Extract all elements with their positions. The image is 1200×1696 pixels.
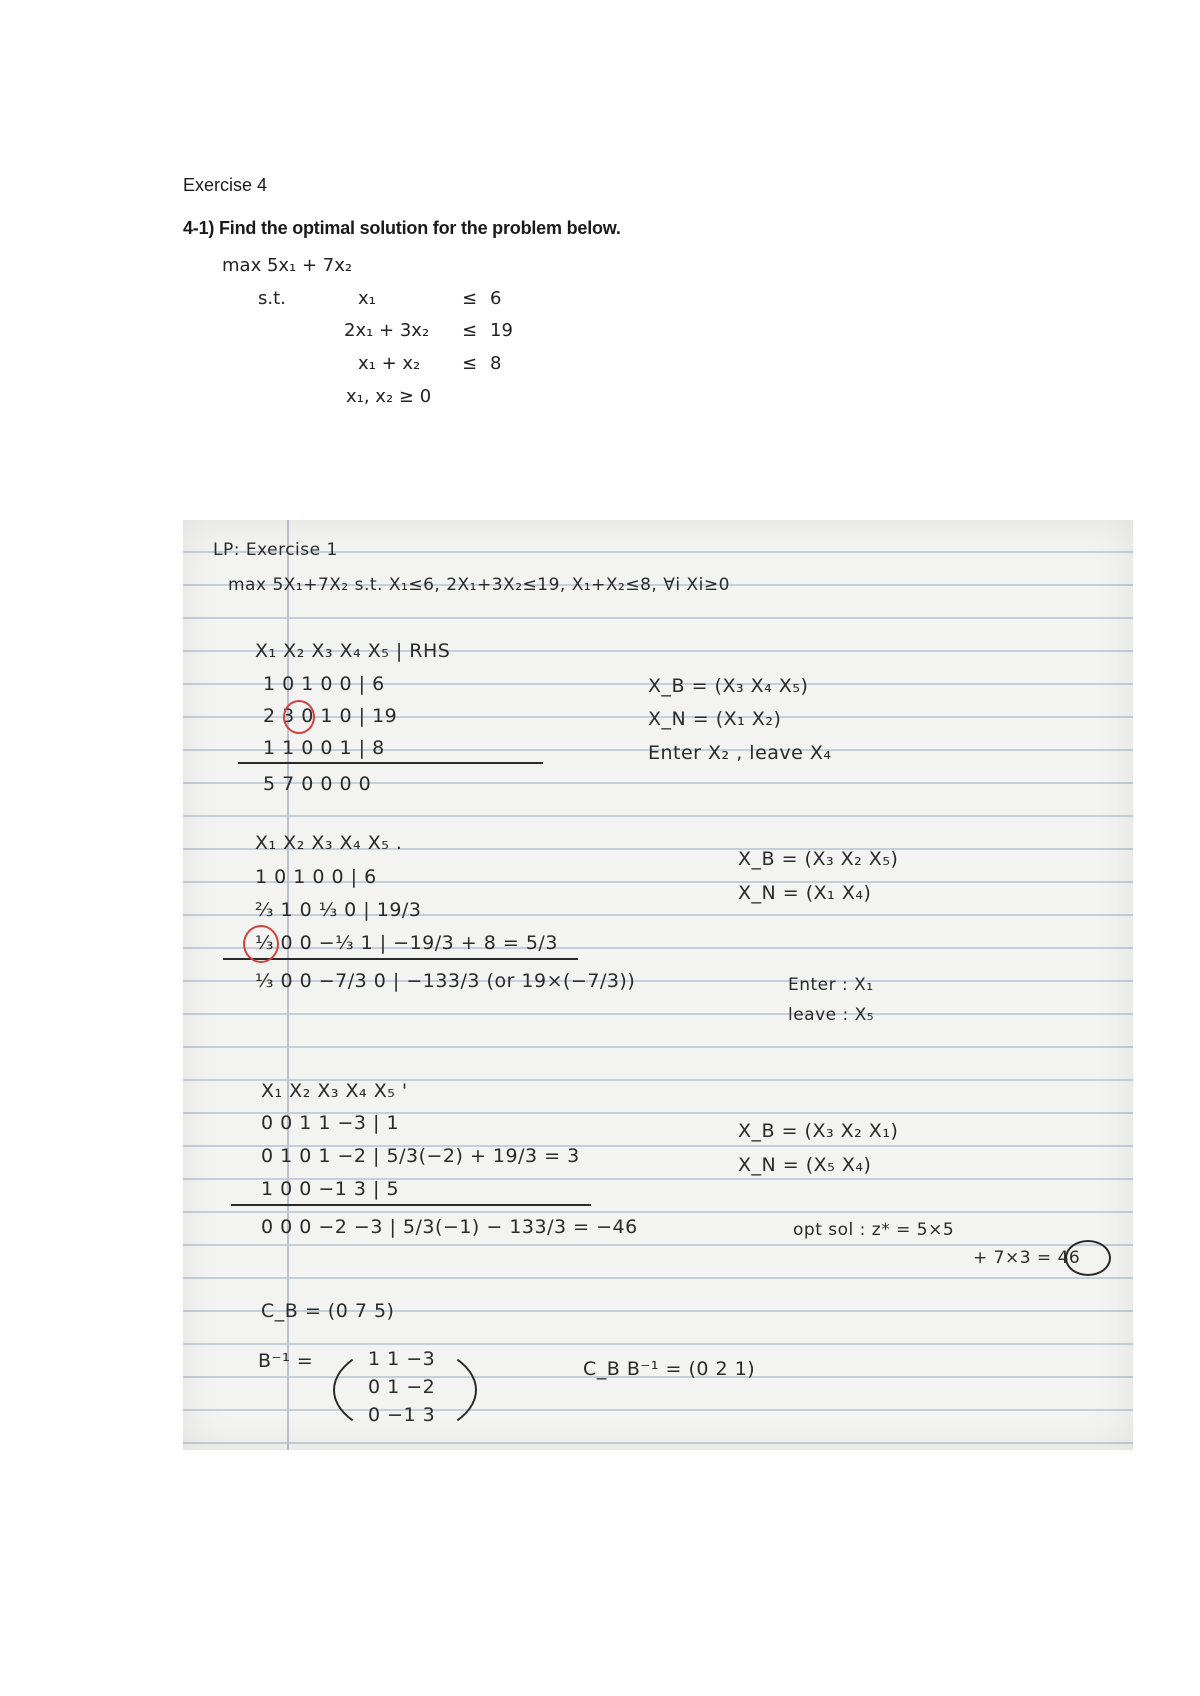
pivot-circle-1 (283, 700, 315, 734)
constraint-3-lhs: x₁ + x₂ (358, 353, 421, 374)
t2-basis: X_B = (X₃ X₂ X₅) (738, 848, 899, 870)
opt-solution-line1: opt sol : z* = 5×5 (793, 1220, 955, 1240)
t3-row-4: 0 0 0 −2 −3 | 5/3(−1) − 133/3 = −46 (261, 1216, 638, 1238)
t3-header: X₁ X₂ X₃ X₄ X₅ ' (261, 1080, 408, 1102)
t1-header: X₁ X₂ X₃ X₄ X₅ | RHS (255, 640, 451, 662)
handwritten-notes-photo (183, 520, 1133, 1450)
t3-row-1: 0 0 1 1 −3 | 1 (261, 1112, 400, 1134)
t2-enter: Enter : X₁ (788, 975, 874, 995)
t1-nonbasis: X_N = (X₁ X₂) (648, 708, 782, 730)
t1-action: Enter X₂ , leave X₄ (648, 742, 832, 764)
t2-header: X₁ X₂ X₃ X₄ X₅ . (255, 832, 403, 854)
constraint-3-rel: ≤ (462, 353, 478, 374)
t2-row-3: ⅓ 0 0 −⅓ 1 | −19/3 + 8 = 5/3 (255, 932, 558, 954)
constraint-1-rel: ≤ (462, 288, 478, 309)
t1-row-1: 1 0 1 0 0 | 6 (263, 673, 385, 695)
binv-row-2: 0 1 −2 (368, 1376, 436, 1398)
st-label: s.t. (258, 288, 286, 309)
t1-divider (238, 762, 543, 764)
t3-row-2: 0 1 0 1 −2 | 5/3(−2) + 19/3 = 3 (261, 1145, 580, 1167)
t1-basis: X_B = (X₃ X₄ X₅) (648, 675, 809, 697)
constraint-2-rel: ≤ (462, 320, 478, 341)
t2-leave: leave : X₅ (788, 1005, 875, 1025)
t3-row-3: 1 0 0 −1 3 | 5 (261, 1178, 400, 1200)
t2-row-4: ⅓ 0 0 −7/3 0 | −133/3 (or 19×(−7/3)) (255, 970, 636, 992)
exercise-heading: Exercise 4 (183, 175, 268, 195)
binv-row-3: 0 −1 3 (368, 1404, 436, 1426)
t1-row-3: 1 1 0 0 1 | 8 (263, 737, 385, 759)
t3-nonbasis: X_N = (X₅ X₄) (738, 1154, 872, 1176)
nonnegativity: x₁, x₂ ≥ 0 (346, 386, 432, 407)
opt-value-circle (1065, 1240, 1111, 1276)
binv-label: B⁻¹ = (258, 1350, 314, 1372)
t1-row-2: 2 3 0 1 0 | 19 (263, 705, 398, 727)
objective-function: max 5x₁ + 7x₂ (222, 255, 353, 276)
pivot-circle-2 (243, 925, 279, 963)
constraint-1-lhs: x₁ (358, 288, 376, 309)
question-text: 4-1) Find the optimal solution for the problem below. (183, 218, 621, 238)
t3-divider (231, 1204, 591, 1206)
t2-nonbasis: X_N = (X₁ X₄) (738, 882, 872, 904)
t1-row-4: 5 7 0 0 0 0 (263, 773, 372, 795)
cb-vector: C_B = (0 7 5) (261, 1300, 395, 1322)
cb-binv: C_B B⁻¹ = (0 2 1) (583, 1358, 756, 1380)
constraint-2-lhs: 2x₁ + 3x₂ (344, 320, 430, 341)
t2-divider (223, 958, 578, 960)
t2-row-1: 1 0 1 0 0 | 6 (255, 866, 377, 888)
binv-row-1: 1 1 −3 (368, 1348, 436, 1370)
t2-row-2: ⅔ 1 0 ⅓ 0 | 19/3 (255, 899, 422, 921)
t3-basis: X_B = (X₃ X₂ X₁) (738, 1120, 899, 1142)
opt-solution-line2: + 7×3 = 46 (973, 1248, 1081, 1268)
constraint-1-rhs: 6 (490, 288, 502, 309)
constraint-3-rhs: 8 (490, 353, 502, 374)
constraint-2-rhs: 19 (490, 320, 513, 341)
notes-problem-line: max 5X₁+7X₂ s.t. X₁≤6, 2X₁+3X₂≤19, X₁+X₂≤8, ∀i Xi≥0 (228, 575, 730, 595)
notes-title: LP: Exercise 1 (213, 540, 338, 560)
